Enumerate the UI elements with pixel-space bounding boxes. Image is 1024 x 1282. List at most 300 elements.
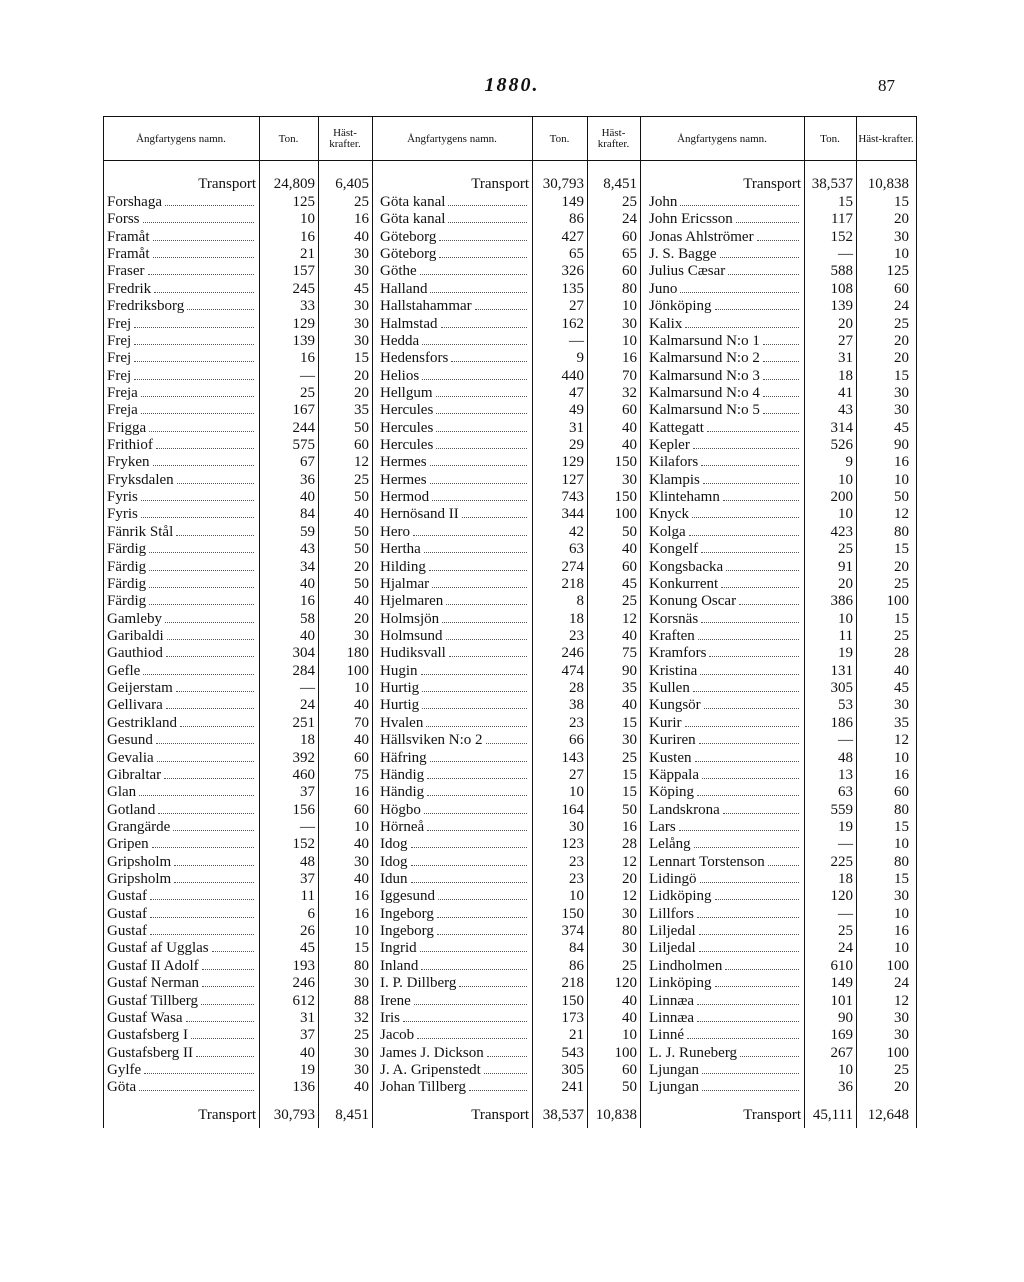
- vessel-name-cell: [649, 333, 801, 350]
- vessel-name: Kalmarsund N:o 4: [649, 384, 760, 401]
- horsepower-value: 75: [354, 766, 369, 783]
- tonnage-value: 575: [292, 437, 315, 454]
- horsepower-value: 15: [894, 194, 909, 210]
- vessel-name-cell: [649, 472, 801, 489]
- vessel-name: Hilding: [380, 558, 426, 575]
- vessel-name: Halland: [380, 280, 428, 297]
- horsepower-value: 10: [894, 246, 909, 263]
- tonnage-value: 31: [569, 419, 584, 436]
- vessel-name-cell: [649, 975, 801, 992]
- tonnage-value: 125: [292, 194, 315, 210]
- leader-dots: [723, 499, 799, 501]
- tonnage-value: 10: [569, 784, 584, 801]
- vessel-name: Högbo: [380, 801, 421, 818]
- horsepower-value: 15: [354, 940, 369, 957]
- horsepower-value: 12: [894, 506, 909, 523]
- horsepower-value: 45: [354, 280, 369, 297]
- horsepower-value: 88: [354, 992, 369, 1009]
- table-row: [0, 541, 1024, 558]
- horsepower-value: 25: [894, 1061, 909, 1078]
- vessel-name: Gustaf: [107, 888, 147, 905]
- tonnage-value: 23: [569, 627, 584, 644]
- vessel-name: Hjelmaren: [380, 593, 444, 610]
- horsepower-value: 80: [622, 280, 637, 297]
- horsepower-value: 30: [622, 471, 637, 488]
- vessel-name-cell: [649, 593, 801, 610]
- tonnage-value: 18: [838, 367, 853, 384]
- table-row: [0, 263, 1024, 280]
- vessel-name: Inland: [380, 957, 419, 974]
- vessel-name: Kristina: [649, 662, 698, 679]
- vessel-name: Gustaf II Adolf: [107, 957, 199, 974]
- horsepower-value: 80: [354, 957, 369, 974]
- horsepower-value: 25: [622, 957, 637, 974]
- table-row: [0, 697, 1024, 714]
- tonnage-value: 10: [838, 471, 853, 488]
- vessel-name: Hudiksvall: [380, 645, 446, 662]
- vessel-name: Gefle: [107, 662, 141, 679]
- tonnage-value: 218: [561, 575, 584, 592]
- table-row: [0, 194, 1024, 211]
- leader-dots: [715, 898, 800, 900]
- transport-ton: 38,537: [811, 176, 853, 192]
- leader-dots: [693, 690, 799, 692]
- table-row: [0, 923, 1024, 940]
- tonnage-value: 43: [838, 402, 853, 419]
- tonnage-value: 19: [838, 818, 853, 835]
- tonnage-value: 186: [830, 714, 853, 731]
- horsepower-value: 25: [622, 593, 637, 610]
- tonnage-value: 543: [561, 1044, 584, 1061]
- vessel-name: Hvalen: [380, 714, 424, 731]
- vessel-name: Ingeborg: [380, 923, 434, 940]
- table-row: [0, 559, 1024, 576]
- horsepower-value: 40: [354, 836, 369, 853]
- vessel-name: Lidköping: [649, 888, 712, 905]
- tonnage-value: 10: [838, 610, 853, 627]
- tonnage-value: 53: [838, 697, 853, 714]
- horsepower-value: 40: [622, 627, 637, 644]
- horsepower-value: 45: [622, 575, 637, 592]
- horsepower-value: 30: [354, 298, 369, 315]
- vessel-name: Hercules: [380, 402, 434, 419]
- leader-dots: [721, 586, 799, 588]
- tonnage-value: 129: [561, 454, 584, 471]
- vessel-name-cell: [649, 350, 801, 367]
- tonnage-value: 200: [830, 489, 853, 506]
- leader-dots: [707, 430, 799, 432]
- table-row: [0, 958, 1024, 975]
- table-row: [0, 1027, 1024, 1044]
- vessel-name-cell: [649, 437, 801, 454]
- tonnage-value: 26: [300, 923, 315, 940]
- vessel-name: Kolga: [649, 523, 686, 540]
- leader-dots: [702, 1072, 799, 1074]
- leader-dots: [715, 985, 800, 987]
- horsepower-value: 10: [622, 332, 637, 349]
- horsepower-value: 50: [354, 541, 369, 558]
- leader-dots: [685, 725, 800, 727]
- horsepower-value: 120: [614, 975, 637, 992]
- tonnage-value: 149: [830, 975, 853, 992]
- tonnage-value: 423: [830, 523, 853, 540]
- header-ton-1: Ton.: [549, 132, 570, 145]
- vessel-name: Gibraltar: [107, 766, 162, 783]
- vessel-name-cell: [649, 263, 801, 280]
- vessel-name-cell: [649, 385, 801, 402]
- vessel-name: Linköping: [649, 975, 712, 992]
- leader-dots: [680, 204, 799, 206]
- table-row: [0, 1079, 1024, 1096]
- vessel-name: I. P. Dillberg: [380, 975, 457, 992]
- tonnage-value: 31: [838, 350, 853, 367]
- horsepower-value: 20: [894, 332, 909, 349]
- horsepower-value: 30: [354, 1061, 369, 1078]
- vessel-name: Hurtig: [380, 697, 420, 714]
- tonnage-value: 23: [569, 871, 584, 888]
- horsepower-value: 10: [894, 749, 909, 766]
- leader-dots: [768, 864, 799, 866]
- tonnage-value: 25: [838, 923, 853, 940]
- horsepower-value: 180: [346, 645, 369, 662]
- vessel-name: Händig: [380, 766, 425, 783]
- leader-dots: [697, 1003, 799, 1005]
- leader-dots: [687, 1037, 799, 1039]
- tonnage-value: 314: [830, 419, 853, 436]
- tonnage-value: 28: [569, 680, 584, 697]
- vessel-name: Hercules: [380, 419, 434, 436]
- vessel-name: Liljedal: [649, 923, 696, 940]
- tonnage-value: 386: [830, 593, 853, 610]
- transport-hp: 10,838: [595, 1107, 637, 1123]
- horsepower-value: 40: [354, 871, 369, 888]
- leader-dots: [763, 378, 799, 380]
- horsepower-value: 65: [622, 246, 637, 263]
- horsepower-value: 32: [354, 1009, 369, 1026]
- vessel-name: Geijerstam: [107, 680, 173, 697]
- leader-dots: [709, 655, 799, 657]
- vessel-name-cell: [649, 524, 801, 541]
- table-row: [0, 350, 1024, 367]
- vessel-name-cell: [649, 767, 801, 784]
- vessel-name-cell: [649, 940, 801, 957]
- vessel-name: Frej: [107, 367, 132, 384]
- vessel-name: Freja: [107, 384, 138, 401]
- horsepower-value: 40: [622, 697, 637, 714]
- vessel-name: Liljedal: [649, 940, 696, 957]
- leader-dots: [736, 221, 799, 223]
- vessel-name-cell: [649, 229, 801, 246]
- vessel-name: Hjalmar: [380, 575, 430, 592]
- tonnage-value: 152: [830, 228, 853, 245]
- vessel-name: Knyck: [649, 506, 689, 523]
- vessel-name: Hedensfors: [380, 350, 449, 367]
- vessel-name-cell: [649, 281, 801, 298]
- vessel-name: Lars: [649, 818, 676, 835]
- vessel-name: Fredriksborg: [107, 298, 185, 315]
- tonnage-value: —: [838, 905, 853, 922]
- tonnage-value: 24: [300, 697, 315, 714]
- horsepower-value: 60: [354, 437, 369, 454]
- tonnage-value: 10: [838, 1061, 853, 1078]
- horsepower-value: 40: [622, 541, 637, 558]
- horsepower-value: 40: [354, 593, 369, 610]
- vessel-name: Gripsholm: [107, 871, 172, 888]
- tonnage-value: —: [569, 332, 584, 349]
- vessel-name: Lillfors: [649, 905, 694, 922]
- tonnage-value: 169: [830, 1027, 853, 1044]
- vessel-name-cell: [649, 663, 801, 680]
- vessel-name: Iggesund: [380, 888, 435, 905]
- vessel-name: John Ericsson: [649, 211, 733, 228]
- tonnage-value: 18: [569, 610, 584, 627]
- tonnage-value: 86: [569, 211, 584, 228]
- table-row: [0, 298, 1024, 315]
- vessel-name: Linnæa: [649, 1009, 694, 1026]
- table-row: [0, 940, 1024, 957]
- horsepower-value: 40: [354, 506, 369, 523]
- horsepower-value: 20: [894, 1079, 909, 1096]
- vessel-name: Kongelf: [649, 541, 699, 558]
- vessel-name-cell: [649, 680, 801, 697]
- transport-label: Transport: [471, 1107, 529, 1123]
- table-row: [0, 663, 1024, 680]
- vessel-name: Framåt: [107, 228, 150, 245]
- tonnage-value: 474: [561, 662, 584, 679]
- tonnage-value: 135: [561, 280, 584, 297]
- vessel-name: Hörneå: [380, 818, 425, 835]
- table-row: [0, 871, 1024, 888]
- table-row: [0, 819, 1024, 836]
- vessel-name: Hero: [380, 523, 410, 540]
- vessel-name-cell: [649, 836, 801, 853]
- vessel-name-cell: [649, 715, 801, 732]
- horsepower-value: 60: [622, 1061, 637, 1078]
- transport-hp: 12,648: [867, 1107, 909, 1123]
- vessel-name: Idog: [380, 853, 408, 870]
- horsepower-value: 12: [622, 610, 637, 627]
- tonnage-value: 267: [830, 1044, 853, 1061]
- horsepower-value: 25: [354, 471, 369, 488]
- vessel-name-cell: [649, 1027, 801, 1044]
- vessel-name: Gustaf: [107, 905, 147, 922]
- horsepower-value: 80: [894, 523, 909, 540]
- transport-ton: 24,809: [273, 176, 315, 192]
- tonnage-value: 30: [569, 818, 584, 835]
- vessel-name-cell: [649, 506, 801, 523]
- horsepower-value: 50: [894, 489, 909, 506]
- tonnage-value: 10: [838, 506, 853, 523]
- tonnage-value: 24: [838, 940, 853, 957]
- vessel-name: Kramfors: [649, 645, 707, 662]
- horsepower-value: 60: [622, 558, 637, 575]
- horsepower-value: 30: [894, 697, 909, 714]
- vessel-name: Fredrik: [107, 280, 152, 297]
- vessel-name: Göthe: [380, 263, 417, 280]
- leader-dots: [757, 239, 799, 241]
- horsepower-value: 20: [354, 384, 369, 401]
- vessel-name: Göta kanal: [380, 211, 446, 228]
- horsepower-value: 30: [354, 975, 369, 992]
- vessel-name: Hernösand II: [380, 506, 459, 523]
- leader-dots: [693, 447, 799, 449]
- transport-ton: 30,793: [273, 1107, 315, 1123]
- leader-dots: [720, 256, 800, 258]
- tonnage-value: —: [838, 836, 853, 853]
- table-row: [0, 645, 1024, 662]
- vessel-name: Kungsör: [649, 697, 701, 714]
- vessel-name-cell: [649, 489, 801, 506]
- tonnage-value: 129: [292, 315, 315, 332]
- tonnage-value: 36: [838, 1079, 853, 1096]
- tonnage-value: 225: [830, 853, 853, 870]
- horsepower-value: 25: [354, 194, 369, 210]
- horsepower-value: 16: [894, 454, 909, 471]
- horsepower-value: 16: [354, 905, 369, 922]
- horsepower-value: 10: [894, 905, 909, 922]
- vessel-name: Frej: [107, 350, 132, 367]
- vessel-name: J. A. Gripenstedt: [380, 1061, 481, 1078]
- horsepower-value: 60: [354, 749, 369, 766]
- leader-dots: [701, 551, 799, 553]
- vessel-name: Kongsbacka: [649, 558, 724, 575]
- tonnage-value: —: [300, 367, 315, 384]
- horsepower-value: 30: [894, 384, 909, 401]
- leader-dots: [763, 343, 799, 345]
- horsepower-value: 60: [622, 263, 637, 280]
- horsepower-value: 20: [622, 871, 637, 888]
- horsepower-value: 40: [894, 662, 909, 679]
- horsepower-value: 15: [354, 350, 369, 367]
- vessel-name: Kattegatt: [649, 419, 704, 436]
- table-row: [0, 437, 1024, 454]
- vessel-name-cell: [649, 1010, 801, 1027]
- tonnage-value: 157: [292, 263, 315, 280]
- vessel-name-cell: [649, 923, 801, 940]
- transport-hp: 10,838: [867, 176, 909, 192]
- leader-dots: [697, 1020, 799, 1022]
- vessel-name: Gustaf: [107, 923, 147, 940]
- vessel-name: Ingrid: [380, 940, 417, 957]
- table-row: [0, 420, 1024, 437]
- table-row: [0, 715, 1024, 732]
- vessel-name-cell: [649, 993, 801, 1010]
- leader-dots: [763, 360, 799, 362]
- vessel-name-cell: [649, 420, 801, 437]
- tonnage-value: 23: [569, 714, 584, 731]
- transport-label: Transport: [471, 176, 529, 192]
- vessel-name: Färdig: [107, 593, 147, 610]
- vessel-name: Gevalia: [107, 749, 154, 766]
- vessel-name-cell: [649, 194, 801, 211]
- tonnage-value: 90: [838, 1009, 853, 1026]
- horsepower-value: 40: [622, 992, 637, 1009]
- horsepower-value: 16: [894, 766, 909, 783]
- leader-dots: [697, 916, 799, 918]
- vessel-name: Gellivara: [107, 697, 163, 714]
- vessel-name-cell: [649, 697, 801, 714]
- horsepower-value: 40: [354, 228, 369, 245]
- horsepower-value: 25: [622, 749, 637, 766]
- horsepower-value: 16: [622, 818, 637, 835]
- vessel-name-cell: [649, 732, 801, 749]
- leader-dots: [699, 950, 799, 952]
- tonnage-value: 612: [292, 992, 315, 1009]
- horsepower-value: 35: [894, 714, 909, 731]
- vessel-name-cell: [649, 1079, 801, 1096]
- horsepower-value: 30: [354, 627, 369, 644]
- vessel-name: Lelång: [649, 836, 691, 853]
- tonnage-value: 43: [300, 541, 315, 558]
- horsepower-value: 80: [622, 923, 637, 940]
- tonnage-value: 18: [300, 732, 315, 749]
- leader-dots: [695, 760, 800, 762]
- tonnage-value: —: [300, 680, 315, 697]
- vessel-name-cell: [649, 316, 801, 333]
- horsepower-value: 28: [622, 836, 637, 853]
- tonnage-value: 40: [300, 575, 315, 592]
- horsepower-value: 30: [354, 332, 369, 349]
- horsepower-value: 16: [354, 211, 369, 228]
- column-2-rows: [0, 194, 1024, 1097]
- vessel-name-cell: [649, 1062, 801, 1079]
- vessel-name: Gustaf Wasa: [107, 1009, 183, 1026]
- vessel-name: Kalmarsund N:o 5: [649, 402, 760, 419]
- horsepower-value: 50: [622, 801, 637, 818]
- vessel-name: Fryksdalen: [107, 471, 174, 488]
- table-row: [0, 854, 1024, 871]
- table-row: [0, 472, 1024, 489]
- tonnage-value: 63: [838, 784, 853, 801]
- vessel-name: Kuriren: [649, 732, 696, 749]
- tonnage-value: 305: [830, 680, 853, 697]
- tonnage-value: 66: [569, 732, 584, 749]
- horsepower-value: 25: [894, 627, 909, 644]
- tonnage-value: 36: [300, 471, 315, 488]
- vessel-name: Gestrikland: [107, 714, 177, 731]
- vessel-name: Färdig: [107, 541, 147, 558]
- table-row: [0, 281, 1024, 298]
- table-row: [0, 732, 1024, 749]
- vessel-name: Julius Cæsar: [649, 263, 726, 280]
- horsepower-value: 10: [354, 818, 369, 835]
- vessel-name: Lindholmen: [649, 957, 723, 974]
- horsepower-value: 40: [354, 732, 369, 749]
- vessel-name: Kraften: [649, 627, 695, 644]
- tonnage-value: 139: [830, 298, 853, 315]
- horsepower-value: 16: [622, 350, 637, 367]
- tonnage-value: 131: [830, 662, 853, 679]
- vessel-name-cell: [649, 871, 801, 888]
- vessel-name: Fänrik Stål: [107, 523, 174, 540]
- leader-dots: [701, 621, 799, 623]
- vessel-name: Irene: [380, 992, 411, 1009]
- tonnage-value: —: [300, 818, 315, 835]
- vessel-name-cell: [649, 298, 801, 315]
- vessel-name: Häfring: [380, 749, 427, 766]
- vessel-name: Konkurrent: [649, 575, 719, 592]
- tonnage-value: 27: [569, 298, 584, 315]
- horsepower-value: 25: [894, 575, 909, 592]
- vessel-name: L. J. Runeberg: [649, 1044, 738, 1061]
- table-row: [0, 680, 1024, 697]
- vessel-name: Gamleby: [107, 610, 162, 627]
- vessel-name: Halmstad: [380, 315, 438, 332]
- tonnage-value: 150: [561, 905, 584, 922]
- tonnage-value: 16: [300, 228, 315, 245]
- tonnage-value: 274: [561, 558, 584, 575]
- horsepower-value: 70: [354, 714, 369, 731]
